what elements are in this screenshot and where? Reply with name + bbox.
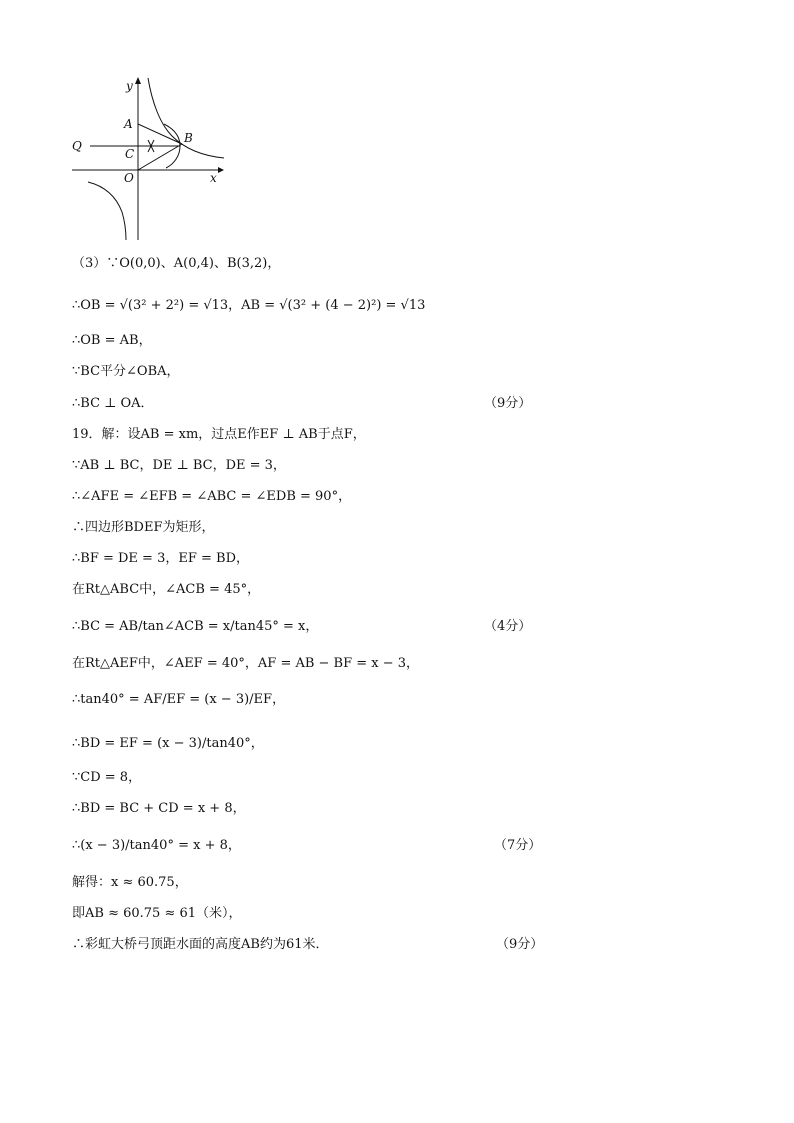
y-axis-arrow [135,77,141,84]
line-rt-abc: 在Rt△ABC中，∠ACB = 45°， [72,582,261,597]
score-4: （4分） [484,619,532,634]
label-A: A [124,117,133,131]
label-y: y [126,79,133,93]
coordinate-figure [68,72,238,244]
score-9b: （9分） [496,937,544,952]
line-perp: ∵AB ⊥ BC，DE ⊥ BC，DE = 3， [72,458,286,473]
line-bc-perp: ∴BC ⊥ OA． [72,396,154,411]
line-ob-eq-ab: ∴OB = AB， [72,333,152,348]
segment-AB [138,124,182,144]
line-rectangle: ∴四边形BDEF为矩形， [72,520,215,535]
line-bf: ∴BF = DE = 3，EF = BD， [72,551,249,566]
score-9a: （9分） [484,396,532,411]
label-O: O [124,171,134,185]
line-bc-bisect: ∵BC平分∠OBA， [72,364,180,379]
line-tan40: ∴tan40° = AF/EF = (x − 3)/EF， [72,692,286,707]
line-cd: ∵CD = 8， [72,770,142,785]
line-rt-aef: 在Rt△AEF中，∠AEF = 40°，AF = AB − BF = x − 3， [72,656,420,671]
line-solve: 解得：x ≈ 60.75， [72,875,188,890]
line-ab-approx: 即AB ≈ 60.75 ≈ 61（米）， [72,906,242,921]
line-ob-ab: ∴OB = √(3² + 2²) = √13，AB = √(3² + (4 − 2)²) = √13 [72,298,426,313]
label-B: B [184,131,193,145]
score-7: （7分） [494,838,542,853]
line-conclusion: ∴彩虹大桥弓顶距水面的高度AB约为61米． [72,937,329,952]
segment-OB [138,144,182,170]
label-C: C [125,147,135,161]
line-bd-sum: ∴BD = BC + CD = x + 8， [72,801,246,816]
line-bd-ef: ∴BD = EF = (x − 3)/tan40°， [72,736,264,751]
line-equation: ∴(x − 3)/tan40° = x + 8， [72,838,241,853]
line-bc-formula: ∴BC = AB/tan∠ACB = x/tan45° = x， [72,619,319,634]
label-x: x [210,171,217,185]
hyperbola-lower [88,182,126,240]
label-Q: Q [72,139,82,153]
line-part3: （3）∵O(0,0)、A(0,4)、B(3,2)， [72,256,281,271]
line-angles: ∴∠AFE = ∠EFB = ∠ABC = ∠EDB = 90°， [72,489,352,504]
line-19-intro: 19．解：设AB = xm，过点E作EF ⊥ AB于点F， [72,427,366,442]
x-axis-arrow [218,167,224,173]
